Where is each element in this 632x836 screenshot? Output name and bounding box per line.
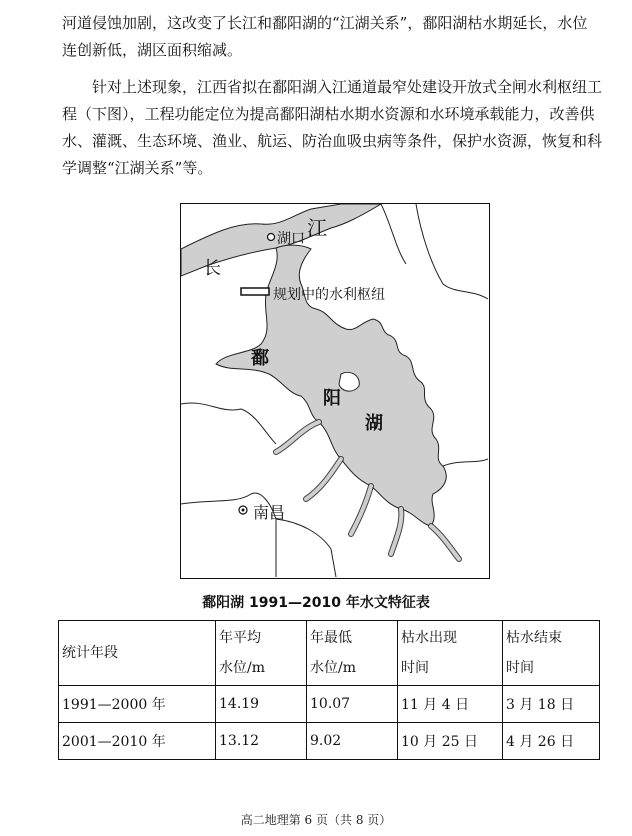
cell-dry-end: 4 月 26 日: [503, 723, 600, 760]
cell-min-level: 9.02: [307, 723, 398, 760]
table-row: [59, 723, 600, 760]
table-row: [59, 686, 600, 723]
cell-period: 1991—2000 年: [59, 686, 216, 723]
header-avg-level: 年平均 水位/m: [216, 621, 307, 686]
cell-period: 2001—2010 年: [59, 723, 216, 760]
label-zhang: 长: [203, 258, 221, 279]
label-hukou: 湖口: [277, 231, 305, 247]
lake-island: [339, 372, 359, 391]
label-po: 鄱: [251, 348, 269, 369]
page-footer: 高二地理第 6 页（共 8 页）: [240, 813, 392, 827]
header-dry-end: 枯水结束 时间: [503, 621, 600, 686]
paragraph-1: 河道侵蚀加剧，这改变了长江和鄱阳湖的“江湖关系”，鄱阳湖枯水期延长，水位连创新低，湖区面积缩减。: [62, 14, 588, 59]
cell-dry-start: 10 月 25 日: [398, 723, 503, 760]
poyang-lake-map: [180, 203, 490, 579]
label-jiang: 江: [307, 216, 327, 240]
label-hub: 规划中的水利枢纽: [273, 287, 385, 303]
cell-dry-end: 3 月 18 日: [503, 686, 600, 723]
header-period: 统计年段: [59, 621, 216, 686]
label-nanchang: 南昌: [253, 503, 286, 522]
label-yang: 阳: [323, 388, 341, 409]
cell-avg-level: 13.12: [216, 723, 307, 760]
cell-dry-start: 11 月 4 日: [398, 686, 503, 723]
table-header-row: [59, 621, 600, 686]
cell-avg-level: 14.19: [216, 686, 307, 723]
hydraulic-hub-marker: [241, 288, 269, 295]
table-title: 鄱阳湖 1991—2010 年水文特征表: [202, 595, 430, 611]
hydrology-table: [58, 620, 600, 760]
hukou-point: [268, 234, 275, 241]
cell-min-level: 10.07: [307, 686, 398, 723]
header-dry-start: 枯水出现 时间: [398, 621, 503, 686]
label-hu: 湖: [365, 413, 383, 434]
header-min-level: 年最低 水位/m: [307, 621, 398, 686]
paragraph-2: 针对上述现象，江西省拟在鄱阳湖入江通道最窄处建设开放式全闸水利枢纽工程（下图），工程功能定位为提高鄱阳湖枯水期水资源和水环境承载能力，改善供水、灌溉、生态环境、渔业、航运、防治血吸虫病等条件，保护水资源，恢复和科学调整“江湖关系”等。: [62, 78, 603, 177]
